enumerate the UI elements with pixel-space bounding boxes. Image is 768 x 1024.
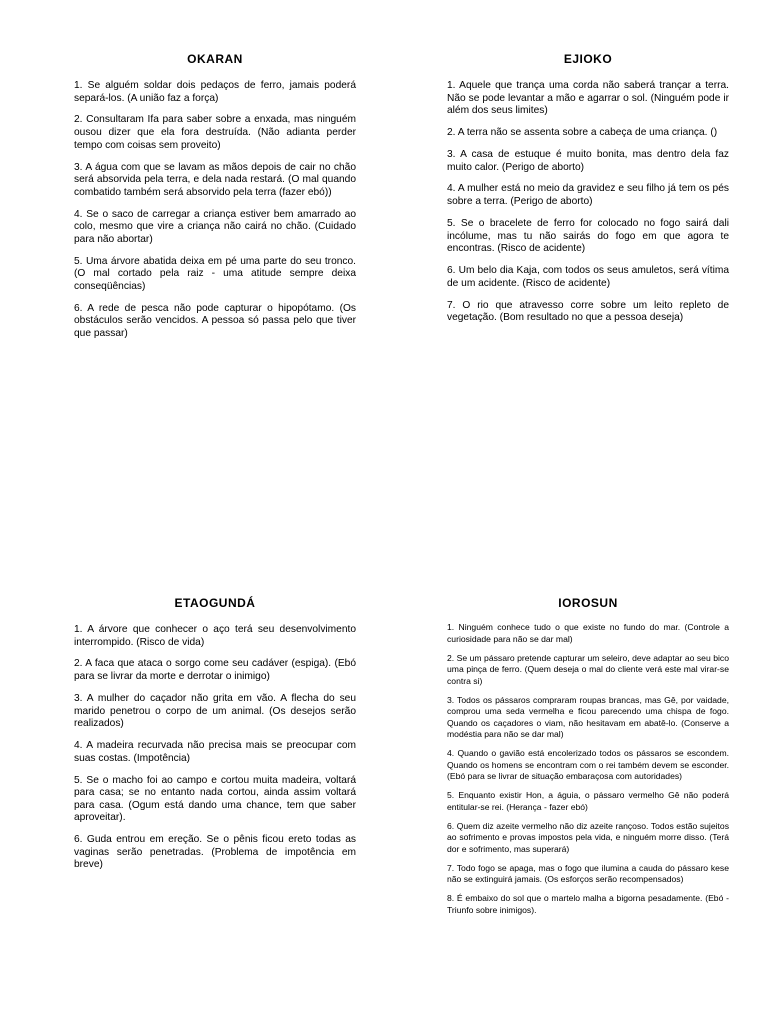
section-title: ETAOGUNDÁ [174, 596, 256, 610]
list-item: 4. Quando o gavião está encolerizado todos os pássaros se escondem. Quando os homens se encontram com o rei também devem se esconder. (Ebó para se livrar de situação embaraçosa com autoridades) [447, 748, 729, 781]
list-item: 2. Consultaram Ifa para saber sobre a enxada, mas ninguém ousou dizer que ela fora destruída. (Não adianta perder tempo com coisas sem proveito) [74, 114, 356, 151]
section-ejioko [447, 52, 729, 334]
section-okaran [74, 52, 356, 350]
list-item: 1. Aquele que trança uma corda não saberá trançar a terra. Não se pode levantar a mão e agarrar o sol. (Ninguém pode ir além dos seus limites) [447, 80, 729, 117]
section-etaogunda [74, 596, 356, 881]
list-item: 3. A água com que se lavam as mãos depois de cair no chão será absorvida pela terra, e dela nada restará. (O mal quando combatido também será absorvido pela terra (fazer ebó)) [74, 161, 356, 198]
list-item: 6. Quem diz azeite vermelho não diz azeite rançoso. Todos estão sujeitos ao sofrimento e provas impostos pela vida, e ninguém morre disso. (Terá dor e sofrimento, mas superará) [447, 820, 729, 854]
list-item: 1. A árvore que conhecer o aço terá seu desenvolvimento interrompido. (Risco de vida) [74, 624, 356, 648]
list-item: 6. Um belo dia Kaja, com todos os seus amuletos, será vítima de um acidente. (Risco de acidente) [447, 265, 729, 289]
list-item: 6. A rede de pesca não pode capturar o hipopótamo. (Os obstáculos serão vencidos. A pessoa só passa pelo que tiver que passar) [74, 302, 356, 339]
list-item: 5. Enquanto existir Hon, a águia, o pássaro vermelho Gê não poderá entitular-se rei. (Herança - fazer ebó) [447, 790, 729, 812]
section-iorosun [447, 596, 729, 924]
list-item: 3. A mulher do caçador não grita em vão. A flecha do seu marido penetrou o corpo de um animal. (Os desejos serão realizados) [74, 692, 356, 730]
list-item: 5. Se o bracelete de ferro for colocado no fogo sairá dali incólume, mas tu não sairás do fogo em que agora te encontras. (Risco de acidente) [447, 217, 729, 255]
list-item: 5. Se o macho foi ao campo e cortou muita madeira, voltará para casa; se no entanto nada cortou, ainda assim voltará para casa. (Ogum está dando uma chance, tem que saber aproveitar). [74, 774, 356, 824]
list-item: 8. É embaixo do sol que o martelo malha a bigorna pesadamente. (Ebó - Triunfo sobre inimigos). [447, 893, 729, 915]
list-item: 2. A terra não se assenta sobre a cabeça de uma criança. () [447, 127, 718, 139]
list-item: 5. Uma árvore abatida deixa em pé uma parte do seu tronco. (O mal cortado pela raiz - uma atitude sempre deixa conseqüências) [74, 255, 356, 292]
list-item: 4. A madeira recurvada não precisa mais se preocupar com suas costas. (Impotência) [74, 740, 356, 764]
list-item: 3. A casa de estuque é muito bonita, mas dentro dela faz muito calor. (Perigo de aborto) [447, 148, 729, 173]
list-item: 1. Se alguém soldar dois pedaços de ferro, jamais poderá separá-los. (A união faz a força) [74, 80, 356, 104]
list-item: 2. A faca que ataca o sorgo come seu cadáver (espiga). (Ebó para se livrar da morte e derrotar o inimigo) [74, 658, 356, 683]
section-title: OKARAN [187, 52, 243, 66]
list-item: 7. O rio que atravesso corre sobre um leito repleto de vegetação. (Bom resultado no que a pessoa deseja) [447, 299, 729, 324]
list-item: 4. A mulher está no meio da gravidez e seu filho já tem os pés sobre a terra. (Perigo de aborto) [447, 183, 729, 208]
section-title: IOROSUN [558, 596, 618, 610]
section-title: EJIOKO [563, 52, 613, 66]
list-item: 1. Ninguém conhece tudo o que existe no fundo do mar. (Controle a curiosidade para não se dar mal) [447, 622, 729, 644]
list-item: 7. Todo fogo se apaga, mas o fogo que ilumina a cauda do pássaro kese não se extinguirá jamais. (Os esforços serão recompensados) [447, 862, 729, 884]
list-item: 3. Todos os pássaros compraram roupas brancas, mas Gê, por vaidade, comprou uma seda vermelha e ficou parecendo uma chispa de fogo. Quando os caçadores o viam, não hesitavam em abatê-lo. (Conserve a modéstia para não se dar mal) [447, 694, 729, 739]
list-item: 2. Se um pássaro pretende capturar um seleiro, deve adaptar ao seu bico uma pinça de ferro. (Quem deseja o mal do cliente verá este mal virar-se contra si) [447, 652, 729, 686]
list-item: 6. Guda entrou em ereção. Se o pênis ficou ereto todas as vaginas serão penetradas. (Problema de impotência em breve) [74, 834, 356, 871]
list-item: 4. Se o saco de carregar a criança estiver bem amarrado ao colo, mesmo que vire a criança não cairá no chão. (Cuidado para não abortar) [74, 208, 356, 245]
